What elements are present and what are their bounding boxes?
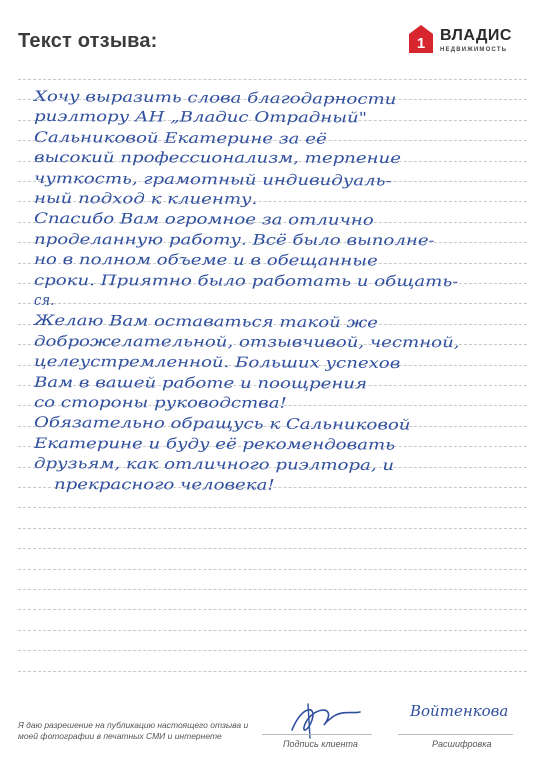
review-line: но в полном объеме и в обещанные	[33, 252, 378, 270]
review-line: прекрасного человека!	[53, 476, 275, 494]
ruled-line	[18, 303, 527, 304]
consent-note: Я даю разрешение на публикацию настоящего отзыва и моей фотографии в печатных СМИ и интернете	[18, 720, 249, 741]
review-line: Сальниковой Екатерине за её	[33, 129, 327, 148]
ruled-line	[18, 548, 527, 549]
signature-line	[262, 734, 372, 735]
review-line: доброжелательной, отзывчивой, честной,	[33, 333, 460, 351]
decode-line	[398, 734, 513, 735]
ruled-line	[18, 650, 527, 651]
ruled-line	[18, 528, 527, 529]
review-line: ный подход к клиенту.	[33, 191, 258, 208]
review-line: высокий профессионализм, терпение	[33, 150, 401, 168]
review-line: сроки. Приятно было работать и общать-	[33, 272, 459, 290]
brand-mark-digit: 1	[416, 35, 426, 52]
ruled-line	[18, 630, 527, 631]
house-mark-icon	[408, 24, 434, 54]
review-line: проделанную работу. Всё было выполне-	[33, 231, 435, 249]
signature-caption: Подпись клиента	[283, 739, 358, 749]
brand-name: ВЛАДИС	[440, 27, 512, 44]
ruled-line	[18, 569, 527, 570]
review-line: Желаю Вам оставаться такой же	[33, 313, 379, 332]
review-line: риэлтору АН „Владис Отрадный"	[33, 109, 368, 127]
ruled-line	[18, 671, 527, 672]
page-title: Текст отзыва:	[18, 30, 158, 52]
ruled-line	[18, 79, 527, 80]
review-line: целеустремленной. Больших успехов	[33, 354, 401, 373]
review-line: Екатерине и буду её рекомендовать	[33, 435, 396, 454]
decode-caption: Расшифровка	[432, 739, 492, 749]
review-line: Обязательно обращусь к Сальниковой	[33, 415, 411, 435]
ruled-line	[18, 609, 527, 610]
ruled-line	[18, 507, 527, 508]
review-line: чуткость, грамотный индивидуаль-	[33, 170, 392, 190]
review-line: Вам в вашей работе и поощрения	[33, 374, 368, 392]
review-line: друзьям, как отличного риэлтора, и	[33, 456, 395, 475]
ruled-line	[18, 589, 527, 590]
review-line: Хочу выразить слова благодарности	[33, 89, 397, 109]
brand-subtitle: НЕДВИЖИМОСТЬ	[440, 47, 508, 53]
signature-decode-value: Войтенкова	[410, 702, 509, 720]
review-line: со стороны руководства!	[33, 395, 287, 412]
brand-logo	[408, 24, 528, 58]
review-line: ся.	[34, 293, 55, 309]
review-line: Спасибо Вам огромное за отлично	[33, 211, 374, 230]
